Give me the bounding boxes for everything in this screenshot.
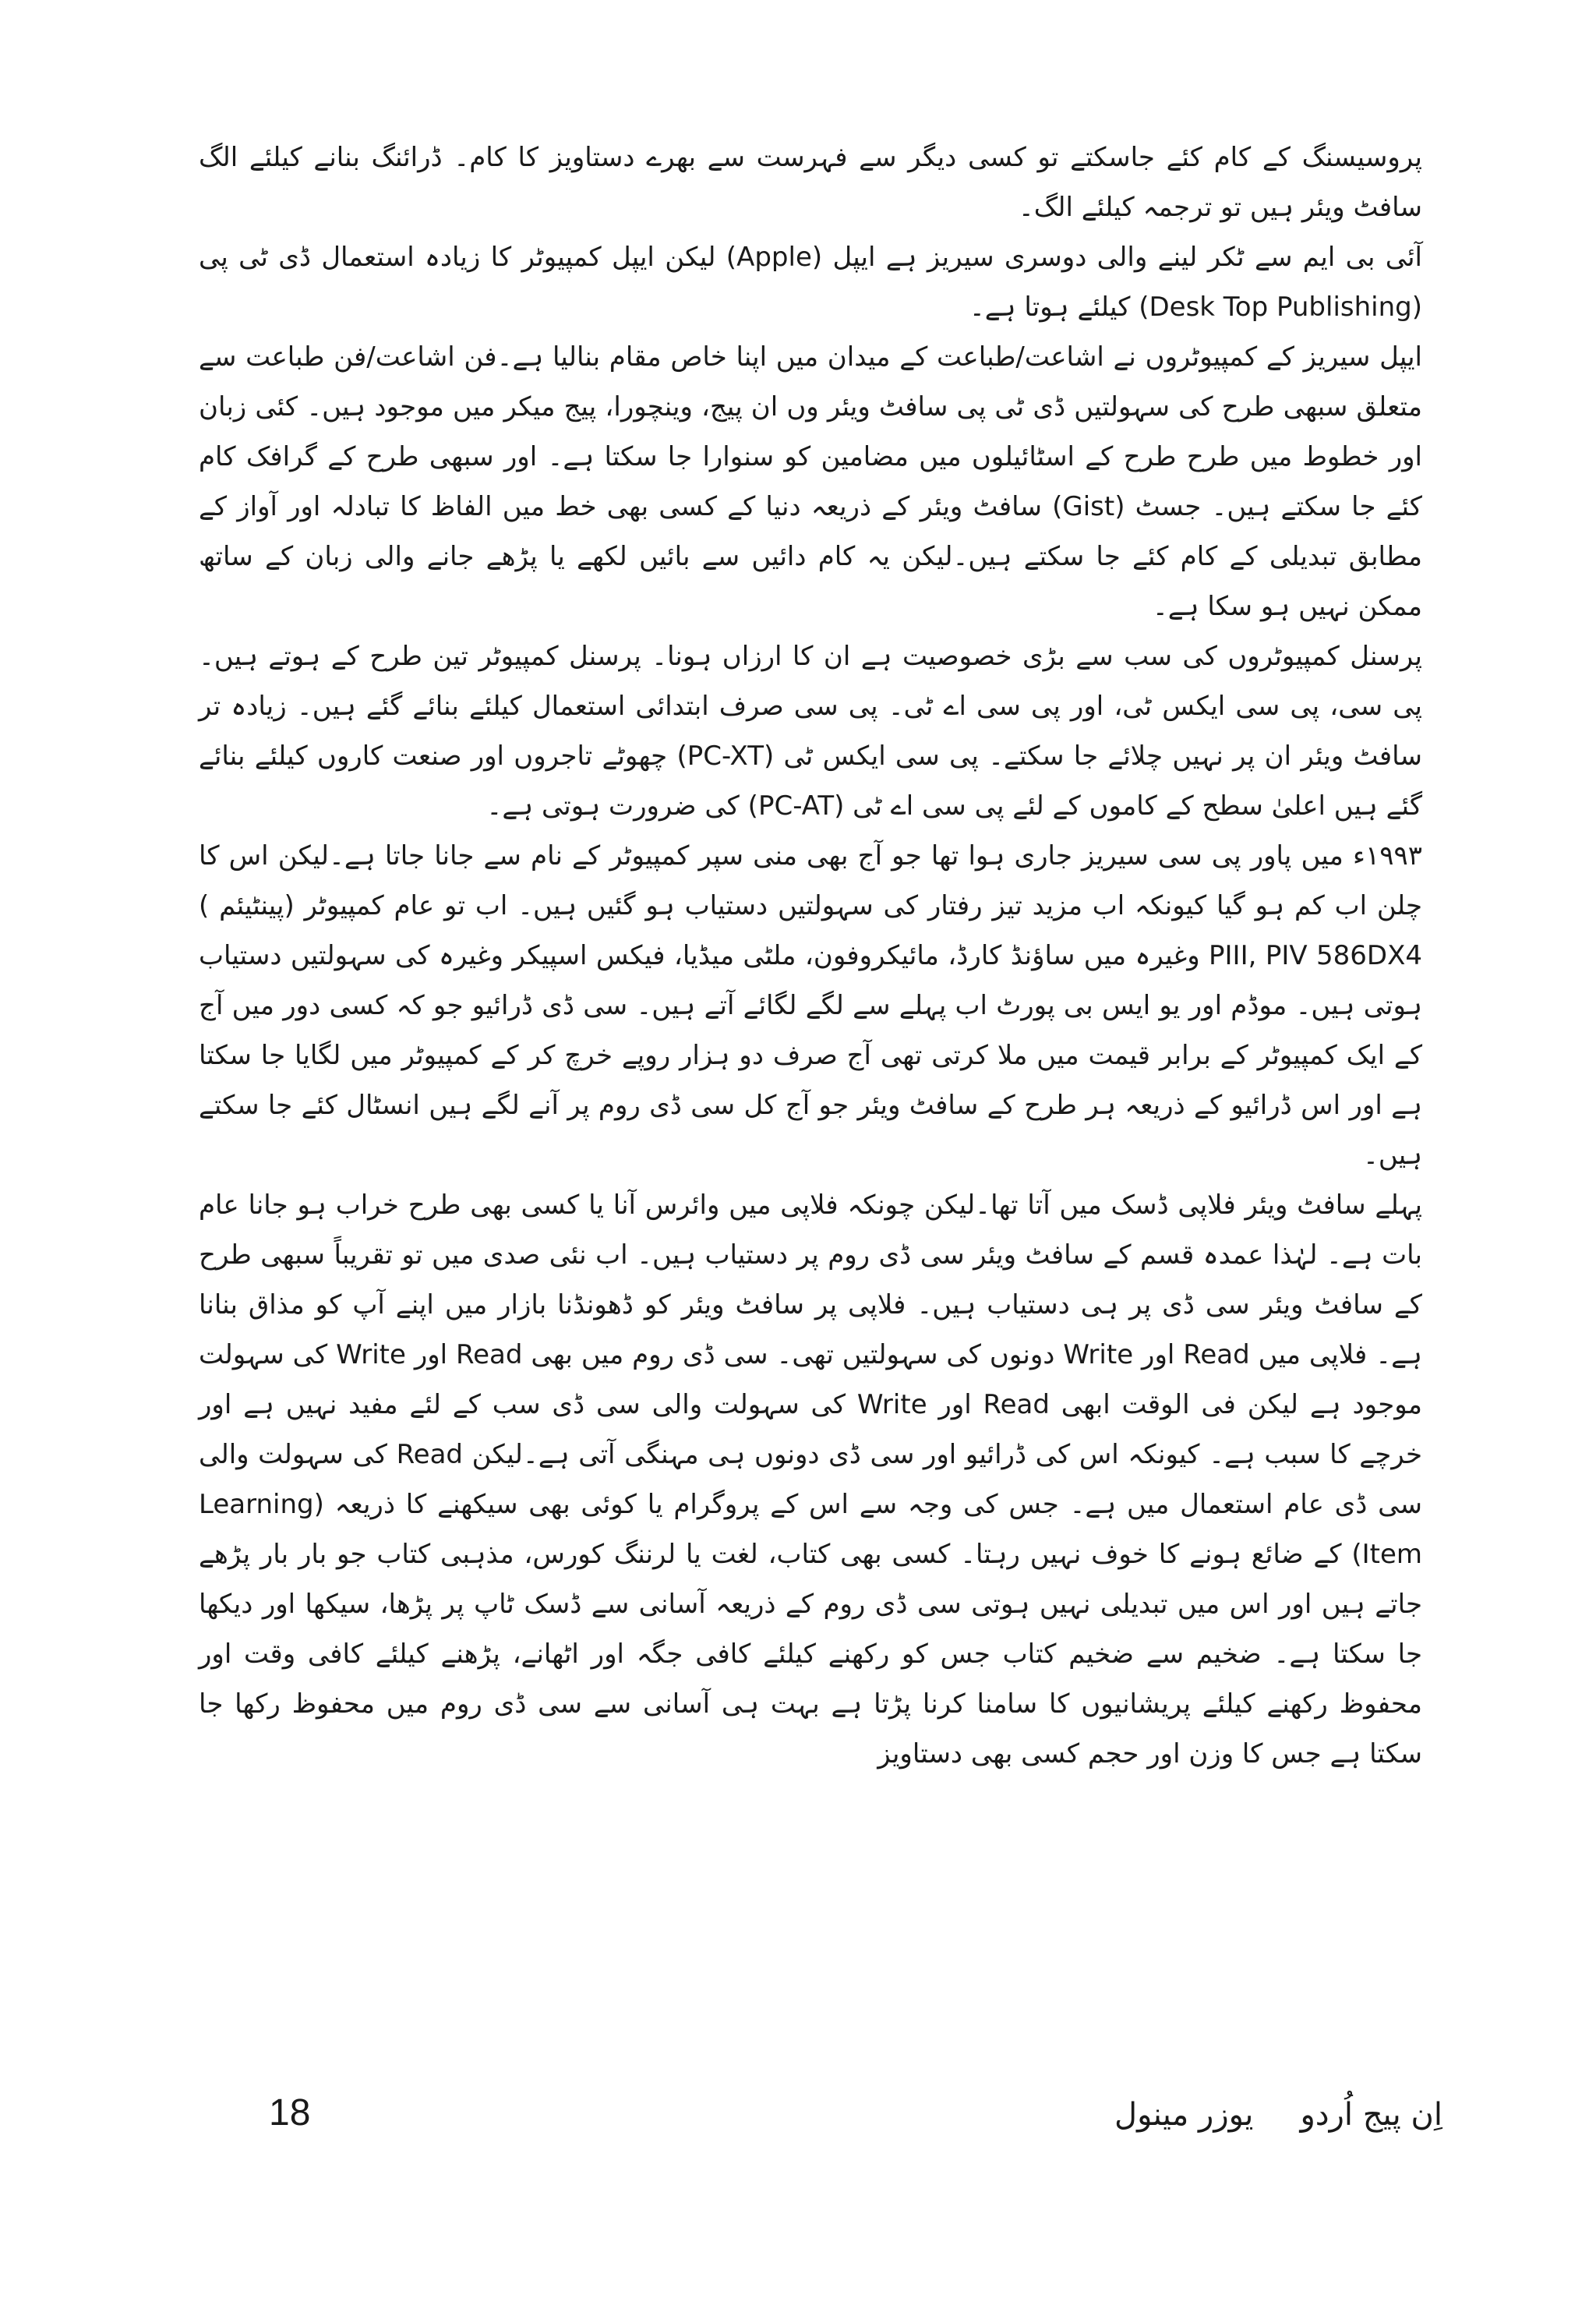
paragraph-1: پروسیسنگ کے کام کئے جاسکتے تو کسی دیگر سے فہرست سے بھرے دستاویز کا کام۔ ڈرائنگ بنانے کیلئے الگ سافٹ ویئر ہیں تو ترجمہ کیلئے الگ۔	[199, 142, 1422, 223]
paragraph-2: آئی بی ایم سے ٹکر لینے والی دوسری سیریز ہے ایپل (Apple) لیکن ایپل کمپیوٹر کا زیادہ استعمال ڈی ٹی پی (Desk Top Publishing) کیلئے ہوتا ہے۔	[199, 242, 1423, 323]
book-title	[1068, 2097, 1442, 2133]
paragraph-5: ۱۹۹۳ء میں پاور پی سی سیریز جاری ہوا تھا جو آج بھی منی سپر کمپیوٹر کے نام سے جانا جاتا ہے۔لیکن اس کا چلن اب کم ہو گیا کیونکہ اب مزید تیز رفتار کی سہولتیں دستیاب ہو گئیں ہیں۔ اب تو عام کمپیوٹر (پینٹیئم ) PIII, PIV 586DX4 وغیرہ میں ساؤنڈ کارڈ، مائیکروفون، ملٹی میڈیا، فیکس اسپیکر وغیرہ کی سہولتیں دستیاب ہوتی ہیں۔ موڈم اور یو ایس بی پورٹ اب پہلے سے لگے لگائے آتے ہیں۔ سی ڈی ڈرائیو جو کہ کسی دور میں آج کے ایک کمپیوٹر کے برابر قیمت میں ملا کرتی تھی آج صرف دو ہزار روپے خرچ کر کے کمپیوٹر میں لگایا جا سکتا ہے اور اس ڈرائیو کے ذریعہ ہر طرح کے سافٹ ویئر جو آج کل سی ڈی روم پر آنے لگے ہیں انسٹال کئے جا سکتے ہیں۔	[199, 840, 1423, 1171]
paragraph-4: پرسنل کمپیوٹروں کی سب سے بڑی خصوصیت ہے ان کا ارزاں ہونا۔ پرسنل کمپیوٹر تین طرح کے ہوتے ہیں۔ پی سی، پی سی ایکس ٹی، اور پی سی اے ٹی۔ پی سی صرف ابتدائی استعمال کیلئے بنائے گئے ہیں۔ زیادہ تر سافٹ ویئر ان پر نہیں چلائے جا سکتے۔ پی سی ایکس ٹی (PC-XT) چھوٹے تاجروں اور صنعت کاروں کیلئے بنائے گئے ہیں اعلیٰ سطح کے کاموں کے لئے پی سی اے ٹی (PC-AT) کی ضرورت ہوتی ہے۔	[199, 641, 1423, 822]
book-title-part1: اِن پیج اُردو	[1300, 2097, 1442, 2133]
paragraph-3: ایپل سیریز کے کمپیوٹروں نے اشاعت/طباعت کے میدان میں اپنا خاص مقام بنالیا ہے۔فن اشاعت/فن طباعت سے متعلق سبھی طرح کی سہولتیں ڈی ٹی پی سافٹ ویئر وں ان پیج، وینچورا، پیج میکر میں موجود ہیں۔ کئی زبان اور خطوط میں طرح طرح کے اسٹائیلوں میں مضامین کو سنوارا جا سکتا ہے۔ اور سبھی طرح کے گرافک کام کئے جا سکتے ہیں۔ جسٹ (Gist) سافٹ ویئر کے ذریعہ دنیا کے کسی بھی خط میں الفاظ کا تبادلہ اور آواز کے مطابق تبدیلی کے کام کئے جا سکتے ہیں۔لیکن یہ کام دائیں سے بائیں لکھے یا پڑھے جانے والی زبان کے ساتھ ممکن نہیں ہو سکا ہے۔	[199, 341, 1422, 622]
body-text	[199, 133, 1422, 1779]
paragraph-6: پہلے سافٹ ویئر فلاپی ڈسک میں آتا تھا۔لیکن چونکہ فلاپی میں وائرس آنا یا کسی بھی طرح خراب ہو جانا عام بات ہے۔ لہٰذا عمدہ قسم کے سافٹ ویئر سی ڈی روم پر دستیاب ہیں۔ اب نئی صدی میں تو تقریباً سبھی طرح کے سافٹ ویئر سی ڈی پر ہی دستیاب ہیں۔ فلاپی پر سافٹ ویئر کو ڈھونڈنا بازار میں اپنے آپ کو مذاق بنانا ہے۔ فلاپی میں Read اور Write دونوں کی سہولتیں تھی۔ سی ڈی روم میں بھی Read اور Write کی سہولت موجود ہے لیکن فی الوقت ابھی Read اور Write کی سہولت والی سی ڈی سب کے لئے مفید نہیں ہے اور خرچے کا سبب ہے۔ کیونکہ اس کی ڈرائیو اور سی ڈی دونوں ہی مہنگی آتی ہے۔لیکن Read کی سہولت والی سی ڈی عام استعمال میں ہے۔ جس کی وجہ سے اس کے پروگرام یا کوئی بھی سیکھنے کا ذریعہ (Learning Item) کے ضائع ہونے کا خوف نہیں رہتا۔ کسی بھی کتاب، لغت یا لرننگ کورس، مذہبی کتاب جو بار بار پڑھے جاتے ہیں اور اس میں تبدیلی نہیں ہوتی سی ڈی روم کے ذریعہ آسانی سے ڈسک ٹاپ پر پڑھا، سیکھا اور دیکھا جا سکتا ہے۔ ضخیم سے ضخیم کتاب جس کو رکھنے کیلئے کافی جگہ اور اٹھانے، پڑھنے کیلئے کافی وقت اور محفوظ رکھنے کیلئے پریشانیوں کا سامنا کرنا پڑتا ہے بہت ہی آسانی سے سی ڈی روم میں محفوظ رکھا جا سکتا ہے جس کا وزن اور حجم کسی بھی دستاویز	[199, 1190, 1422, 1769]
book-title-part2: یوزر مینول	[1114, 2097, 1254, 2133]
page-number: 18	[269, 2092, 311, 2134]
